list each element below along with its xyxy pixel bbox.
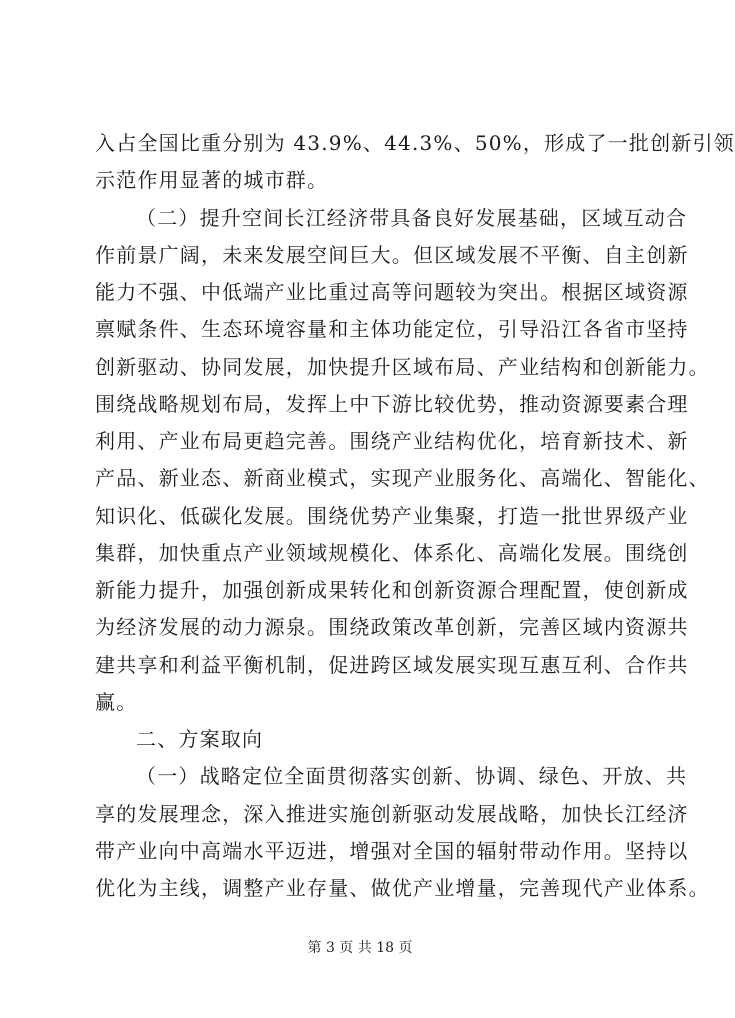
- page-number-footer: 第 3 页 共 18 页: [307, 940, 413, 956]
- paragraph-line: 禀赋条件、生态环境容量和主体功能定位，引导沿江各省市坚持: [95, 317, 689, 341]
- paragraph-line: 围绕战略规划布局，发挥上中下游比较优势，推动资源要素合理: [95, 392, 689, 416]
- section-heading-line: （二）提升空间长江经济带具备良好发展基础，区域互动合: [136, 206, 688, 230]
- section-heading-line: （一）战略定位全面贯彻落实创新、协调、绿色、开放、共: [136, 764, 688, 788]
- paragraph-line: 示范作用显著的城市群。: [95, 168, 329, 192]
- paragraph-line: 创新驱动、协同发展，加快提升区域布局、产业结构和创新能力。: [95, 355, 710, 379]
- paragraph-line: 带产业向中高端水平迈进，增强对全国的辐射带动作用。坚持以: [95, 839, 689, 863]
- paragraph-line: 赢。: [95, 690, 138, 714]
- paragraph-line: 入占全国比重分别为 43.9%、44.3%、50%，形成了一批创新引领: [95, 131, 735, 155]
- paragraph-line: 享的发展理念，深入推进实施创新驱动发展战略，加快长江经济: [95, 802, 689, 826]
- paragraph-line: 能力不强、中低端产业比重过高等问题较为突出。根据区域资源: [95, 280, 689, 304]
- paragraph-line: 作前景广阔，未来发展空间巨大。但区域发展不平衡、自主创新: [95, 243, 689, 267]
- paragraph-line: 新能力提升，加强创新成果转化和创新资源合理配置，使创新成: [95, 578, 689, 602]
- paragraph-line: 产品、新业态、新商业模式，实现产业服务化、高端化、智能化、: [95, 466, 710, 490]
- paragraph-line: 集群，加快重点产业领域规模化、体系化、高端化发展。围绕创: [95, 541, 689, 565]
- paragraph-line: 为经济发展的动力源泉。围绕政策改革创新，完善区域内资源共: [95, 615, 689, 639]
- paragraph-line: 利用、产业布局更趋完善。围绕产业结构优化，培育新技术、新: [95, 429, 689, 453]
- paragraph-line: 建共享和利益平衡机制，促进跨区域发展实现互惠互利、合作共: [95, 653, 689, 677]
- section-heading: 二、方案取向: [136, 727, 264, 751]
- paragraph-line: 优化为主线，调整产业存量、做优产业增量，完善现代产业体系。: [95, 876, 710, 900]
- paragraph-line: 知识化、低碳化发展。围绕优势产业集聚，打造一批世界级产业: [95, 504, 689, 528]
